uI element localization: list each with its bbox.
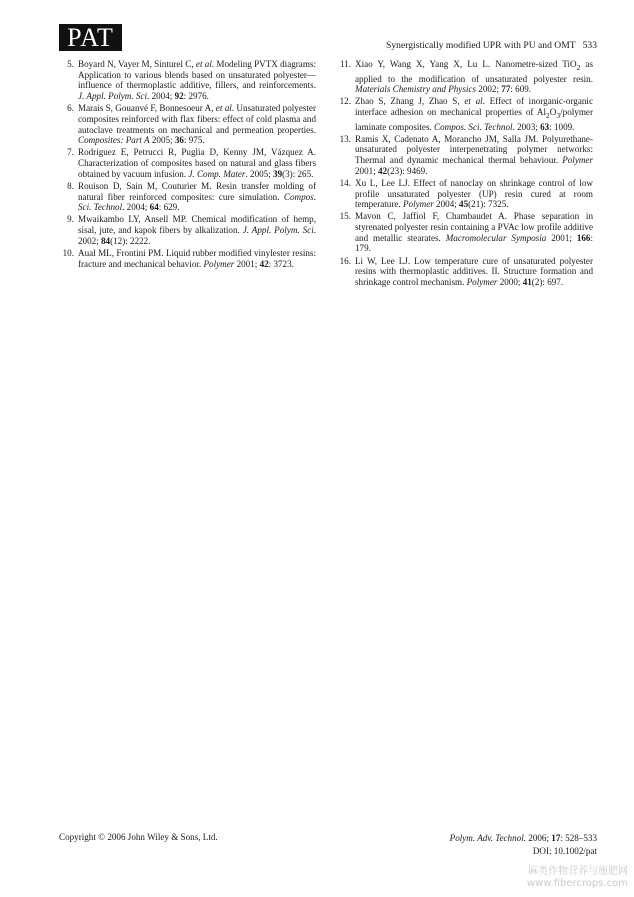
reference-item xyxy=(59,59,316,102)
reference-item xyxy=(59,103,316,146)
reference-item xyxy=(336,178,593,210)
reference-number: 11. xyxy=(339,59,351,69)
doi: DOI: 10.1002/pat xyxy=(532,846,597,857)
reference-number: 8. xyxy=(67,180,74,191)
reference-number: 10. xyxy=(62,247,74,258)
reference-number: 15. xyxy=(339,211,351,222)
reference-number: 9. xyxy=(67,214,74,225)
reference-text: Boyard N, Vayer M, Sinturel C, et al. Modeling PVTX diagrams: Application to various blends based on unsaturated polyester—influence of thermoplastic additive, fillers, and reinforcements. J. Appl. Polym. Sci. 2004; 92: 2976. xyxy=(78,59,316,102)
reference-text: Ramis X, Cadenato A, Morancho JM, Salla JM. Polyurethane-unsaturated polyester interpenetrating polymer networks: Thermal and dynamic mechanical thermal behaviour. Polymer 2001; 42(23): 9469. xyxy=(355,133,593,176)
reference-item xyxy=(336,211,593,254)
running-title: Synergistically modified UPR with PU and OMT xyxy=(386,40,576,51)
reference-text: Zhao S, Zhang J, Zhao S, et al. Effect of inorganic-organic interface adhesion on mechanical properties of $Al_2O_3$/polymer laminate composites. Compos. Sci. Technol. 2003; 63: 1009. xyxy=(355,96,593,132)
journal-citation: Polym. Adv. Technol. 2006; 17: 528–533 xyxy=(449,833,597,843)
references-right-column xyxy=(336,59,593,289)
reference-item xyxy=(336,96,593,132)
reference-number: 6. xyxy=(67,103,74,114)
reference-number: 7. xyxy=(67,147,74,158)
reference-text: Mwaikambo LY, Ansell MP. Chemical modification of hemp, sisal, jute, and kapok fibers by alkalization. J. Appl. Polym. Sci. 2002; 84(12): 2222. xyxy=(78,214,317,246)
reference-item xyxy=(59,214,316,246)
reference-text: Li W, Lee LJ. Low temperature cure of unsaturated polyester resins with thermoplastic additives. II. Structure formation and shrinkage control mechanism. Polymer 2000; 41(2): 697. xyxy=(355,255,593,287)
reference-item xyxy=(59,248,316,269)
reference-text: Rodriguez E, Petrucci R, Puglia D, Kenny JM, Vázquez A. Characterization of composites based on natural and glass fibers obtained by vacuum infusion. J. Comp. Mater. 2005; 39(3): 265. xyxy=(78,147,316,179)
reference-item xyxy=(336,59,593,95)
reference-item xyxy=(336,256,593,288)
site-watermark xyxy=(527,866,628,890)
reference-text: Rouison D, Sain M, Couturier M. Resin transfer molding of natural fiber reinforced composites: cure simulation. Compos. Sci. Technol. 2004; 64: 629. xyxy=(78,180,316,213)
reference-item xyxy=(336,134,593,177)
watermark-line-2: www.fibercrops.com xyxy=(526,878,628,889)
citation-block xyxy=(450,832,597,859)
reference-number: 14. xyxy=(339,177,351,188)
reference-text: Xu L, Lee LJ. Effect of nanoclay on shrinkage control of low profile unsaturated polyester (UP) resin cured at room temperature. Polymer 2004; 45(21): 7325. xyxy=(355,177,593,210)
running-head xyxy=(386,40,597,51)
reference-item xyxy=(59,147,316,179)
reference-text: Xiao Y, Wang X, Yang X, Lu L. Nanometre-sized TiO$_2$ as applied to the modification of unsaturated polyester resin. Materials Chemistry and Physics 2002; 77: 609. xyxy=(355,59,593,95)
reference-number: 12. xyxy=(339,96,351,107)
reference-number: 13. xyxy=(339,133,351,144)
reference-number: 16. xyxy=(339,255,351,266)
reference-text: Aual ML, Frontini PM. Liquid rubber modified vinylester resins: fracture and mechanical behavior. Polymer 2001; 42: 3723. xyxy=(78,247,316,269)
page-number: 533 xyxy=(582,40,597,51)
reference-item xyxy=(59,181,316,213)
reference-number: 5. xyxy=(67,59,74,69)
references-left-column xyxy=(59,59,316,271)
copyright-notice: Copyright © 2006 John Wiley & Sons, Ltd. xyxy=(59,832,218,842)
watermark-line-1: 麻类作物营养与施肥网 xyxy=(528,866,628,877)
reference-text: Mavon C, Jaffiol F, Chambaudet A. Phase separation in styrenated polyester resin containing a PVAc low profile additive and metallic stearates. Macromolecular Symposia 2001; 166: 179. xyxy=(355,211,593,254)
reference-text: Marais S, Gouanvé F, Bonnesoeur A, et al. Unsaturated polyester composites reinforced with flax fibers: effect of cold plasma and autoclave treatments on mechanical and permeation properties. Composites: Part A 2005; 36: 975. xyxy=(78,103,316,146)
journal-logo: PAT xyxy=(59,24,122,51)
